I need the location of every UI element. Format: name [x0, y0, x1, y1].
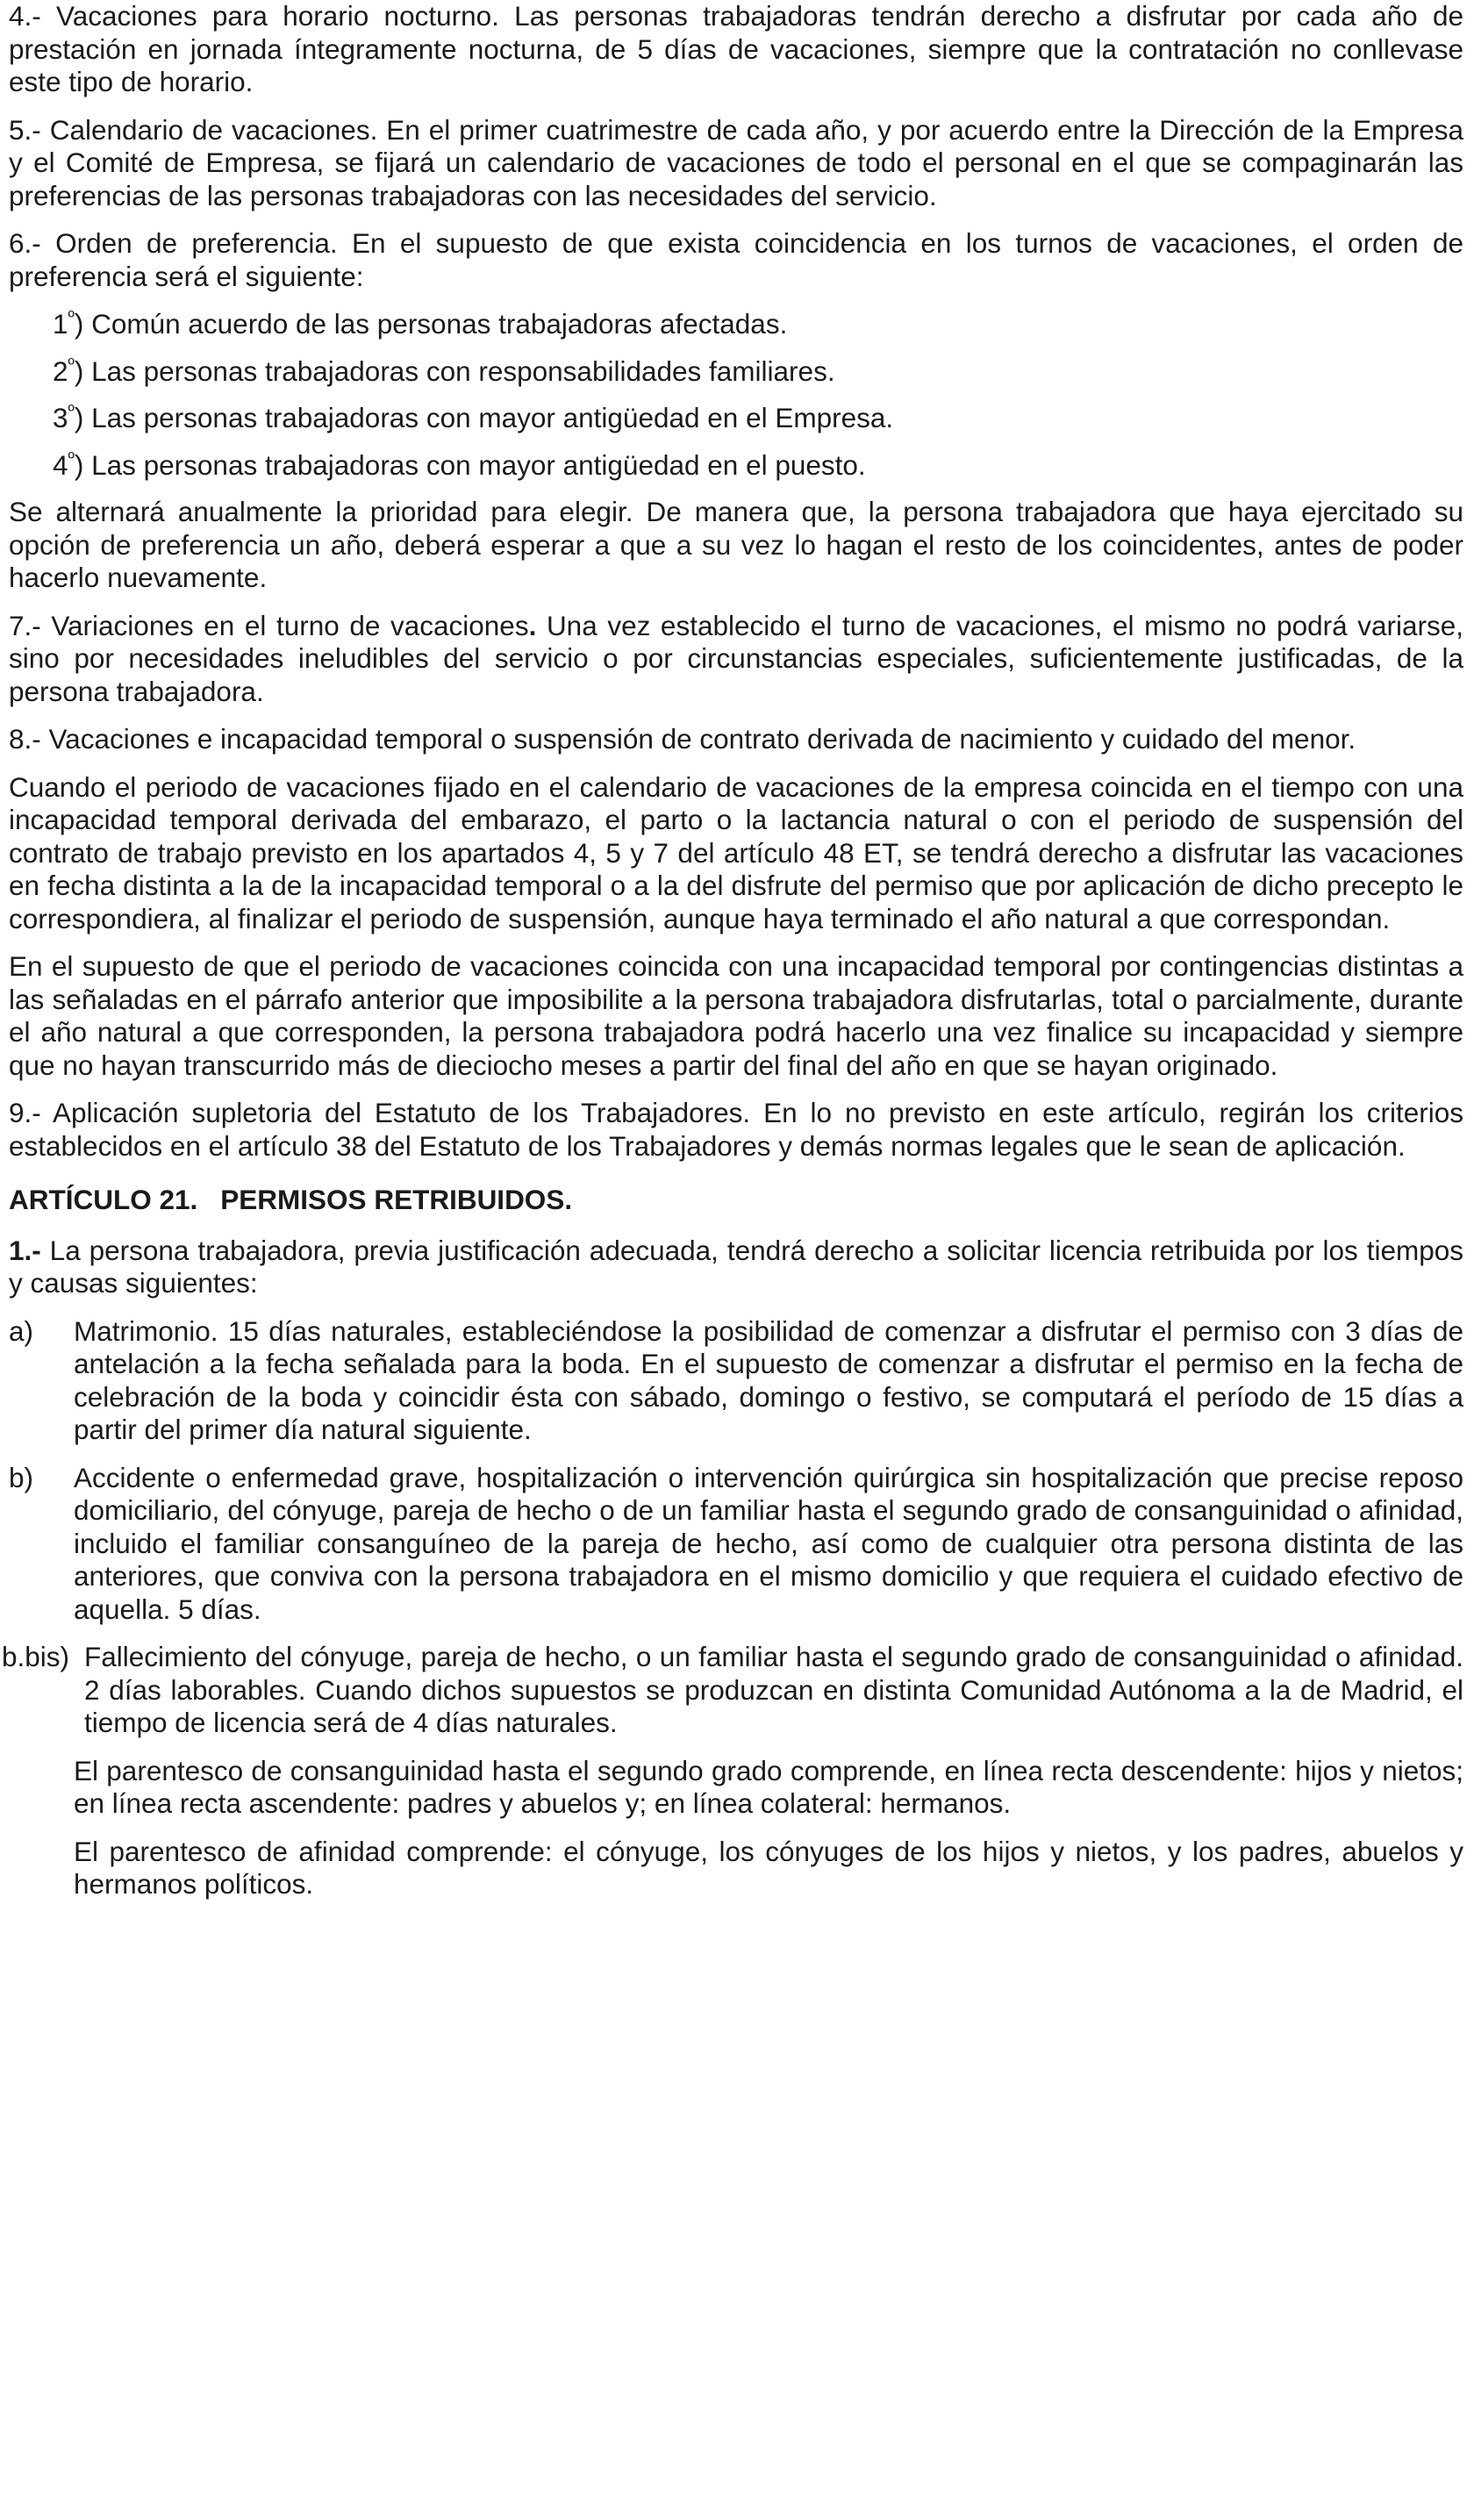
paragraph-4-night-shift: 4.- Vacaciones para horario nocturno. Las personas trabajadoras tendrán derecho a disfrutar por cada año de prestación en jornada íntegramente nocturna, de 5 días de vacaciones, siempre que la contratación no conllevase este tipo de horario. — [9, 0, 1463, 97]
preference-list-item: $4^º$) Las personas trabajadoras con mayor antigüedad en el puesto. — [53, 448, 866, 481]
document-page — [2, 0, 1463, 1916]
affinity-paragraph: El parentesco de afinidad comprende: el cónyuge, los cónyuges de los hijos y nietos, y los padres, abuelos y hermanos políticos. — [74, 1835, 1463, 1900]
paragraph-vacation-overlap-pregnancy: Cuando el periodo de vacaciones fijado en el calendario de vacaciones de la empresa coincida en el tiempo con una incapacidad temporal derivada del embarazo, el parto o la lactancia natural o con el periodo de suspensión del contrato de trabajo previsto en los apartados 4, 5 y 7 del artículo 48 ET, se tendrá derecho a disfrutar las vacaciones en fecha distinta a la de la incapacidad temporal o a la del disfrute del permiso que por aplicación de dicho precepto le correspondiera, al finalizar el periodo de suspensión, aunque haya terminado el año natural a que correspondan. — [9, 770, 1463, 934]
leave-item-b — [9, 1462, 1463, 1627]
preference-list-item: $1^º$) Común acuerdo de las personas trabajadoras afectadas. — [53, 308, 788, 340]
item-text: Accidente o enfermedad grave, hospitalización o intervención quirúrgica sin hospitalización que precise reposo domiciliario, del cónyuge, pareja de hecho o de un familiar hasta el segundo grado de consanguinidad o afinidad, incluido el familiar consanguíneo de la pareja de hecho, así como de cualquier otra persona distinta de las anteriores, que conviva con la persona trabajadora en el mismo domicilio y que requiera el cuidado efectivo de aquella. 5 días. — [74, 1461, 1463, 1625]
consanguinity-paragraph: El parentesco de consanguinidad hasta el segundo grado comprende, en línea recta descendente: hijos y nietos; en línea recta ascendente: padres y abuelos y; en línea colateral: hermanos. — [74, 1754, 1463, 1819]
leave-item-a — [9, 1315, 1463, 1447]
article-title: PERMISOS RETRIBUIDOS. — [220, 1184, 573, 1215]
article-heading — [9, 1184, 1463, 1217]
item-label: b) — [9, 1461, 34, 1493]
paragraph-6-preference-order: 6.- Orden de preferencia. En el supuesto de que exista coincidencia en los turnos de vacaciones, el orden de preferencia será el siguiente: — [9, 227, 1463, 292]
item-label: a) — [9, 1314, 34, 1347]
paragraph-9-supplementary-statute: 9.- Aplicación supletoria del Estatuto de los Trabajadores. En lo no previsto en este artículo, regirán los criterios establecidos en el artículo 38 del Estatuto de los Trabajadores y demás normas legales que le sean de aplicación. — [9, 1097, 1463, 1162]
paragraph-alternate-priority: Se alternará anualmente la prioridad para elegir. De manera que, la persona trabajadora que haya ejercitado su opción de preferencia un año, deberá esperar a que a su vez lo hagan el resto de los coincidentes, antes de poder hacerlo nuevamente. — [9, 496, 1463, 593]
paragraph-5-vacation-calendar: 5.- Calendario de vacaciones. En el primer cuatrimestre de cada año, y por acuerdo entre la Dirección de la Empresa y el Comité de Empresa, se fijará un calendario de vacaciones de todo el personal en el que se compaginarán las preferencias de las personas trabajadoras con las necesidades del servicio. — [9, 113, 1463, 211]
paragraph-8-temporary-disability: 8.- Vacaciones e incapacidad temporal o suspensión de contrato derivada de nacimiento y cuidado del menor. — [9, 723, 1356, 755]
item-label: b.bis) — [2, 1641, 70, 1672]
preference-list-item: $2^º$) Las personas trabajadoras con responsabilidades familiares. — [53, 354, 835, 387]
paragraph-vacation-overlap-other: En el supuesto de que el periodo de vacaciones coincida con una incapacidad temporal por contingencias distintas a las señaladas en el párrafo anterior que imposibilite a la persona trabajadora disfrutarlas, total o parcialmente, durante el año natural a que corresponden, la persona trabajadora podrá hacerlo una vez finalice su incapacidad y siempre que no hayan transcurrido más de dieciocho meses a partir del final del año en que se hayan originado. — [9, 950, 1463, 1081]
item-text: Matrimonio. 15 días naturales, estableciéndose la posibilidad de comenzar a disfrutar el permiso con 3 días de antelación a la fecha señalada para la boda. En el supuesto de comenzar a disfrutar el permiso en la fecha de celebración de la boda y coincidir ésta con sábado, domingo o festivo, se computará el período de 15 días a partir del primer día natural siguiente. — [74, 1314, 1463, 1445]
leave-item-b-bis — [2, 1641, 1463, 1740]
item-text: Fallecimiento del cónyuge, pareja de hecho, o un familiar hasta el segundo grado de consanguinidad o afinidad. 2 días laborables. Cuando dichos supuestos se produzcan en distinta Comunidad Autónoma a la de Madrid, el tiempo de licencia será de 4 días naturales. — [84, 1641, 1463, 1738]
preference-list-item: $3^º$) Las personas trabajadoras con mayor antigüedad en el Empresa. — [53, 402, 894, 433]
article-label: ARTÍCULO 21. — [9, 1184, 198, 1215]
article-intro-paragraph: 1.- La persona trabajadora, previa justificación adecuada, tendrá derecho a solicitar licencia retribuida por los tiempos y causas siguientes: — [9, 1234, 1463, 1299]
paragraph-7-shift-variations: 7.- Variaciones en el turno de vacaciones. Una vez establecido el turno de vacaciones, el mismo no podrá variarse, sino por necesidades ineludibles del servicio o por circunstancias especiales, suficientemente justificadas, de la persona trabajadora. — [9, 609, 1463, 707]
